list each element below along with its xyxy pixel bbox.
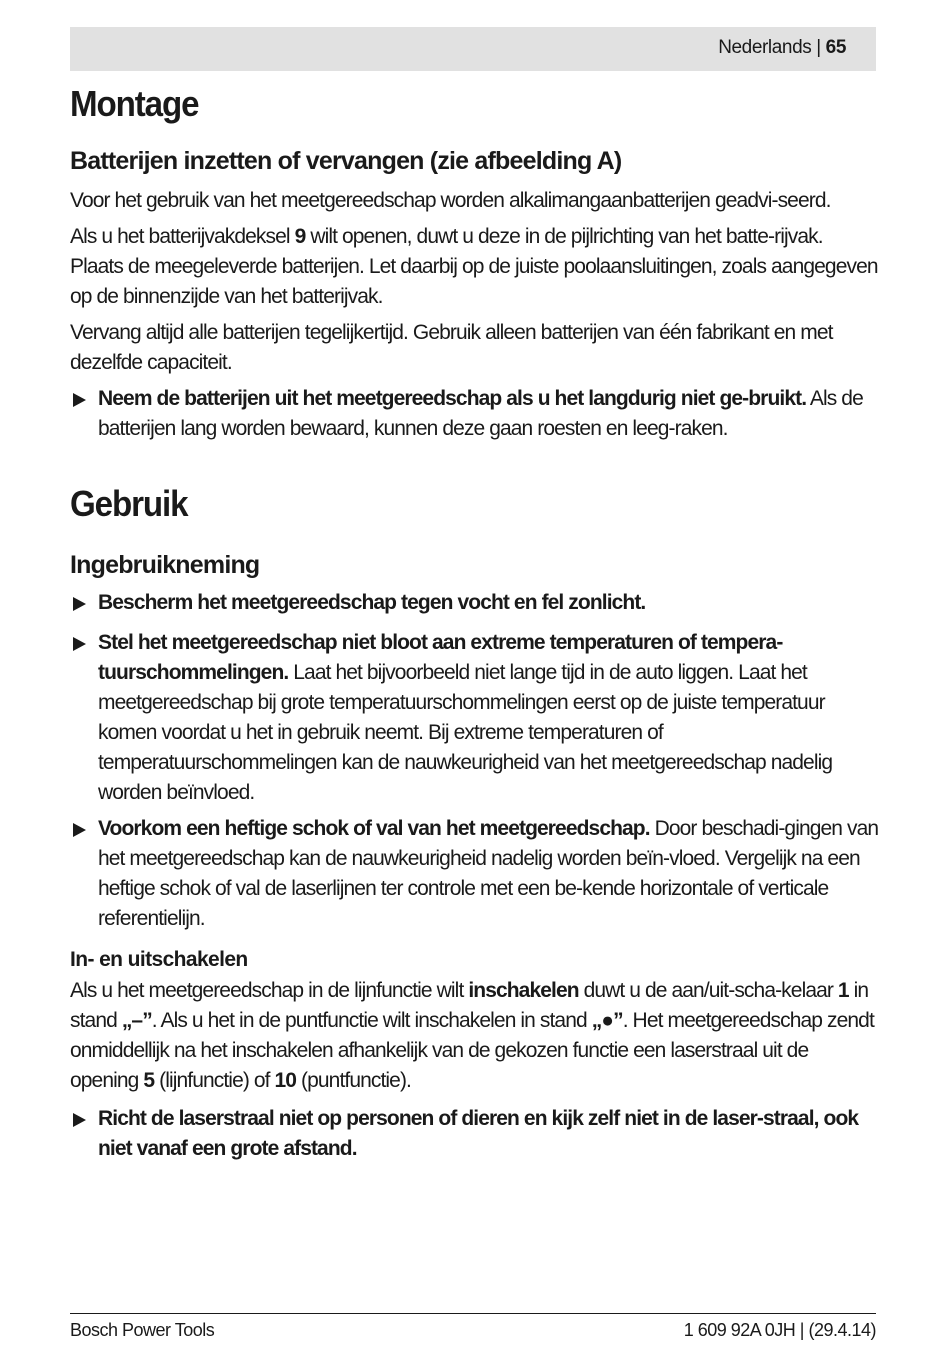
battery-paragraph-2 <box>70 222 880 312</box>
opening-ref-10: 10 <box>274 1069 297 1092</box>
temperature-warning-bullet <box>70 628 880 808</box>
switch-text-g: (puntfunctie). <box>296 1069 411 1092</box>
footer-doc-id: 1 609 92A 0JH | (29.4.14) <box>683 1320 876 1340</box>
switch-text-e: . Het meetgereedschap zendt onmiddellijk na het inschakelen afhankelijk van de gekozen functie een laserstraal uit de opening <box>70 1009 874 1092</box>
bullet-body-text: Als de batterijen lang worden bewaard, kunnen deze gaan roesten en leeg-raken. <box>98 387 863 440</box>
switch-on-paragraph <box>70 976 880 1096</box>
header-text <box>718 37 846 59</box>
header-separator: | <box>811 37 826 58</box>
bullet-body-text: Door beschadi-gingen van het meetgereedschap kan de nauwkeurigheid nadelig worden beïn-vloed. Vergelijk na een heftige schok of val de laserlijnen ter controle met een be-kende horizontale of verticale referentielijn. <box>98 817 879 930</box>
page-content <box>70 82 880 1164</box>
switch-ref-1: 1 <box>837 979 849 1002</box>
switch-text-c: in stand <box>70 979 869 1032</box>
switch-text-b: duwt u de aan/uit-scha-kelaar <box>578 979 838 1002</box>
bullet-text <box>98 814 880 934</box>
gebruik-title: Gebruik <box>70 483 188 524</box>
switch-text-f: (lijnfunctie) of <box>154 1069 275 1092</box>
battery-paragraph-3-text: Vervang altijd alle batterijen tegelijkertijd. Gebruik alleen batterijen van één fabrikant en met dezelfde capaciteit. <box>70 321 833 374</box>
switch-on-bold: inschakelen <box>468 979 579 1002</box>
battery-warning-bullet <box>70 384 880 444</box>
footer-brand: Bosch Power Tools <box>70 1320 215 1340</box>
battery-paragraph-3 <box>70 318 880 378</box>
bullet-text <box>98 1104 880 1164</box>
switch-text-d: . Als u het in de puntfunctie wilt inschakelen in stand <box>151 1009 592 1032</box>
bullet-arrow-icon <box>73 1113 86 1127</box>
bullet-body-text: Laat het bijvoorbeeld niet lange tijd in de auto liggen. Laat het meetgereedschap bij grote temperatuurschommelingen eerst op de juiste temperatuur komen voordat u het in gebruik neemt. Bij extreme temperaturen of temperatuurschommelingen kan de nauwkeurigheid van het meetgereedschap nadelig worden beïnvloed. <box>98 661 833 804</box>
bullet-bold-text: Neem de batterijen uit het meetgereedschap als u het langdurig niet ge-bruikt. <box>98 387 807 410</box>
switch-on-off-title: In- en uitschakelen <box>70 948 248 971</box>
battery-paragraph-1-text: Voor het gebruik van het meetgereedschap worden alkalimangaanbatterijen geadvi-seerd. <box>70 189 831 212</box>
bullet-arrow-icon <box>73 637 86 651</box>
battery-paragraph-1 <box>70 186 870 216</box>
battery-paragraph-2-a: Als u het batterijvakdeksel <box>70 225 295 248</box>
bullet-bold-text: Voorkom een heftige schok of val van het meetgereedschap. <box>98 817 650 840</box>
moisture-warning-bullet <box>70 588 880 618</box>
bullet-bold-text: Stel het meetgereedschap niet bloot aan extreme temperaturen of tempera-tuurschommelingen. <box>98 631 783 684</box>
ingebruikneming-title: Ingebruikneming <box>70 551 260 579</box>
bullet-bold-text: Richt de laserstraal niet op personen of dieren en kijk zelf niet in de laser-straal, ook niet vanaf een grote afstand. <box>98 1107 859 1160</box>
page-header <box>70 27 876 71</box>
header-language: Nederlands <box>718 37 812 58</box>
bullet-text <box>98 384 880 444</box>
laser-warning-bullet <box>70 1104 880 1164</box>
bullet-arrow-icon <box>73 393 86 407</box>
battery-section-title: Batterijen inzetten of vervangen (zie afbeelding A) <box>70 147 622 175</box>
bullet-text <box>98 588 880 618</box>
page-number: 65 <box>825 37 846 58</box>
point-mode-symbol: „●” <box>591 1009 623 1032</box>
switch-text-a: Als u het meetgereedschap in de lijnfunctie wilt <box>70 979 469 1002</box>
bullet-text <box>98 628 880 808</box>
line-mode-symbol: „–” <box>121 1009 152 1032</box>
bullet-arrow-icon <box>73 823 86 837</box>
battery-paragraph-2-b: wilt openen, duwt u deze in de pijlrichting van het batte-rijvak. Plaats de meegeleverde batterijen. Let daarbij op de juiste poolaansluitingen, zoals aangegeven op de binnenzijde van het batterijvak. <box>70 225 878 308</box>
bullet-arrow-icon <box>73 597 86 611</box>
bullet-bold-text: Bescherm het meetgereedschap tegen vocht en fel zonlicht. <box>98 591 646 614</box>
opening-ref-5: 5 <box>143 1069 155 1092</box>
battery-cover-ref: 9 <box>294 225 306 248</box>
montage-title: Montage <box>70 83 199 124</box>
footer-divider <box>70 1313 876 1314</box>
shock-warning-bullet <box>70 814 880 934</box>
